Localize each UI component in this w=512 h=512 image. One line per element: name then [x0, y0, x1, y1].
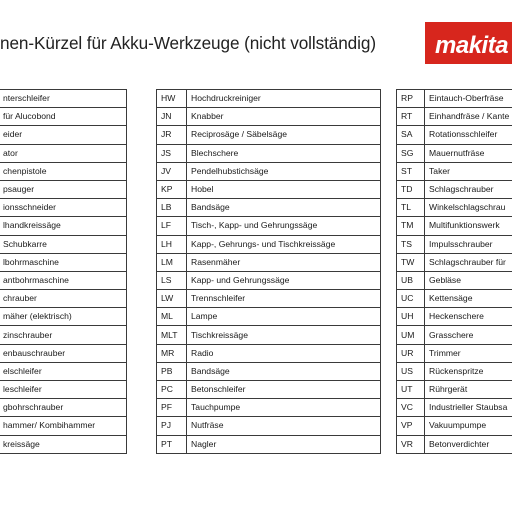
- table-row: [397, 362, 512, 380]
- table-row: [157, 290, 381, 308]
- tool-code: VR: [397, 435, 425, 453]
- table-row: [0, 290, 127, 308]
- table-row: [0, 417, 127, 435]
- tool-code: VP: [397, 417, 425, 435]
- tool-name: Industrieller Staubsa: [425, 399, 512, 417]
- tool-code: RT: [397, 108, 425, 126]
- tool-name: Kapp-, Gehrungs- und Tischkreissäge: [187, 235, 381, 253]
- table-row: [397, 271, 512, 289]
- table-row: [0, 435, 127, 453]
- tool-code: VC: [397, 399, 425, 417]
- table-row: [0, 344, 127, 362]
- tool-name: Trimmer: [425, 344, 512, 362]
- tool-code: US: [397, 362, 425, 380]
- tool-code: SA: [397, 126, 425, 144]
- tool-name: Einhandfräse / Kante: [425, 108, 512, 126]
- tool-code: LH: [157, 235, 187, 253]
- tool-name: lbohrmaschine: [0, 253, 127, 271]
- tool-name: ator: [0, 144, 127, 162]
- tool-name: mäher (elektrisch): [0, 308, 127, 326]
- table-row: [397, 126, 512, 144]
- table-row: [157, 308, 381, 326]
- table-row: [157, 235, 381, 253]
- tool-name: Reciprosäge / Säbelsäge: [187, 126, 381, 144]
- tool-code: JN: [157, 108, 187, 126]
- tool-code: SG: [397, 144, 425, 162]
- tool-code: KP: [157, 180, 187, 198]
- table-row: [0, 308, 127, 326]
- tool-name: Kapp- und Gehrungssäge: [187, 271, 381, 289]
- tool-name: Gebläse: [425, 271, 512, 289]
- tool-code: TS: [397, 235, 425, 253]
- table-row: [397, 326, 512, 344]
- tool-name: Schlagschrauber: [425, 180, 512, 198]
- tool-name: Rotationsschleifer: [425, 126, 512, 144]
- abbreviation-table-left: [0, 89, 127, 454]
- tool-code: PT: [157, 435, 187, 453]
- tool-code: ML: [157, 308, 187, 326]
- table-row: [0, 235, 127, 253]
- tool-name: Multifunktionswerk: [425, 217, 512, 235]
- table-row: [157, 381, 381, 399]
- tool-name: Tischkreissäge: [187, 326, 381, 344]
- logo-wordmark: makita: [435, 32, 509, 59]
- tool-name: Kettensäge: [425, 290, 512, 308]
- table-row: [0, 90, 127, 108]
- tool-name: Pendelhubstichsäge: [187, 162, 381, 180]
- tool-code: JV: [157, 162, 187, 180]
- abbreviation-table-middle: [156, 89, 381, 454]
- table-row: [157, 126, 381, 144]
- table-row: [397, 90, 512, 108]
- tool-code: RP: [397, 90, 425, 108]
- tool-name: Heckenschere: [425, 308, 512, 326]
- page-title: nen-Kürzel für Akku-Werkzeuge (nicht vollständig): [0, 33, 376, 53]
- tool-name: psauger: [0, 180, 127, 198]
- tool-code: LW: [157, 290, 187, 308]
- tool-name: ionsschneider: [0, 199, 127, 217]
- tool-name: Eintauch-Oberfräse: [425, 90, 512, 108]
- table-row: [157, 108, 381, 126]
- tool-code: TD: [397, 180, 425, 198]
- table-row: [0, 326, 127, 344]
- tool-code: TL: [397, 199, 425, 217]
- tool-name: chrauber: [0, 290, 127, 308]
- table-row: [397, 217, 512, 235]
- tool-code: LF: [157, 217, 187, 235]
- table-row: [0, 399, 127, 417]
- table-row: [0, 381, 127, 399]
- tool-name: Schubkarre: [0, 235, 127, 253]
- table-row: [397, 108, 512, 126]
- table-row: [157, 162, 381, 180]
- table-row: [157, 199, 381, 217]
- tool-name: Vakuumpumpe: [425, 417, 512, 435]
- table-row: [397, 199, 512, 217]
- tool-name: lhandkreissäge: [0, 217, 127, 235]
- tool-name: Betonverdichter: [425, 435, 512, 453]
- tool-code: LB: [157, 199, 187, 217]
- table-row: [397, 308, 512, 326]
- tool-code: LS: [157, 271, 187, 289]
- tool-name: gbohrschrauber: [0, 399, 127, 417]
- tool-name: Knabber: [187, 108, 381, 126]
- tool-name: Rasenmäher: [187, 253, 381, 271]
- table-row: [397, 290, 512, 308]
- table-row: [397, 144, 512, 162]
- tool-code: UT: [397, 381, 425, 399]
- tool-name: Nutfräse: [187, 417, 381, 435]
- table-row: [0, 108, 127, 126]
- tool-name: Grasschere: [425, 326, 512, 344]
- tool-name: Impulsschrauber: [425, 235, 512, 253]
- tool-name: Nagler: [187, 435, 381, 453]
- tool-code: UR: [397, 344, 425, 362]
- tool-name: Taker: [425, 162, 512, 180]
- table-row: [157, 90, 381, 108]
- tool-code: PC: [157, 381, 187, 399]
- tool-name: Hobel: [187, 180, 381, 198]
- tool-name: Tisch-, Kapp- und Gehrungssäge: [187, 217, 381, 235]
- tool-name: Radio: [187, 344, 381, 362]
- tool-code: UM: [397, 326, 425, 344]
- tool-name: zinschrauber: [0, 326, 127, 344]
- table-row: [0, 162, 127, 180]
- table-row: [157, 362, 381, 380]
- table-row: [157, 326, 381, 344]
- tool-name: Mauernutfräse: [425, 144, 512, 162]
- tool-name: Schlagschrauber für: [425, 253, 512, 271]
- table-row: [0, 126, 127, 144]
- table-row: [397, 399, 512, 417]
- tool-name: Lampe: [187, 308, 381, 326]
- tool-name: nterschleifer: [0, 90, 127, 108]
- table-row: [0, 271, 127, 289]
- tool-code: TM: [397, 217, 425, 235]
- table-row: [0, 362, 127, 380]
- table-row: [0, 144, 127, 162]
- tool-name: Trennschleifer: [187, 290, 381, 308]
- tool-name: eider: [0, 126, 127, 144]
- tool-name: Betonschleifer: [187, 381, 381, 399]
- tool-code: ST: [397, 162, 425, 180]
- tool-code: UH: [397, 308, 425, 326]
- tool-code: PF: [157, 399, 187, 417]
- table-row: [157, 253, 381, 271]
- tool-name: antbohrmaschine: [0, 271, 127, 289]
- tool-code: MR: [157, 344, 187, 362]
- tool-code: JR: [157, 126, 187, 144]
- tool-code: HW: [157, 90, 187, 108]
- tool-name: für Alucobond: [0, 108, 127, 126]
- tool-name: elschleifer: [0, 362, 127, 380]
- tool-code: MLT: [157, 326, 187, 344]
- table-row: [157, 180, 381, 198]
- abbreviation-table-right: [396, 89, 512, 454]
- table-row: [0, 180, 127, 198]
- tool-name: Bandsäge: [187, 362, 381, 380]
- table-row: [397, 435, 512, 453]
- tool-name: Rückenspritze: [425, 362, 512, 380]
- table-row: [157, 435, 381, 453]
- table-row: [397, 162, 512, 180]
- tool-name: kreissäge: [0, 435, 127, 453]
- tool-name: Hochdruckreiniger: [187, 90, 381, 108]
- table-row: [0, 217, 127, 235]
- table-row: [397, 381, 512, 399]
- table-row: [157, 344, 381, 362]
- table-row: [0, 199, 127, 217]
- table-row: [157, 144, 381, 162]
- table-row: [0, 253, 127, 271]
- tool-code: JS: [157, 144, 187, 162]
- table-row: [157, 399, 381, 417]
- tool-name: enbauschrauber: [0, 344, 127, 362]
- tool-name: Tauchpumpe: [187, 399, 381, 417]
- tool-code: LM: [157, 253, 187, 271]
- table-row: [397, 417, 512, 435]
- tool-code: UB: [397, 271, 425, 289]
- tool-code: TW: [397, 253, 425, 271]
- tool-name: Winkelschlagschrau: [425, 199, 512, 217]
- tool-name: leschleifer: [0, 381, 127, 399]
- tool-name: Blechschere: [187, 144, 381, 162]
- table-row: [397, 344, 512, 362]
- tool-name: hammer/ Kombihammer: [0, 417, 127, 435]
- tool-name: chenpistole: [0, 162, 127, 180]
- tool-code: UC: [397, 290, 425, 308]
- tool-name: Rührgerät: [425, 381, 512, 399]
- tool-code: PB: [157, 362, 187, 380]
- tool-code: PJ: [157, 417, 187, 435]
- table-row: [397, 235, 512, 253]
- table-row: [157, 271, 381, 289]
- tool-name: Bandsäge: [187, 199, 381, 217]
- table-row: [157, 217, 381, 235]
- makita-logo: [425, 22, 512, 64]
- table-row: [397, 253, 512, 271]
- table-row: [397, 180, 512, 198]
- table-row: [157, 417, 381, 435]
